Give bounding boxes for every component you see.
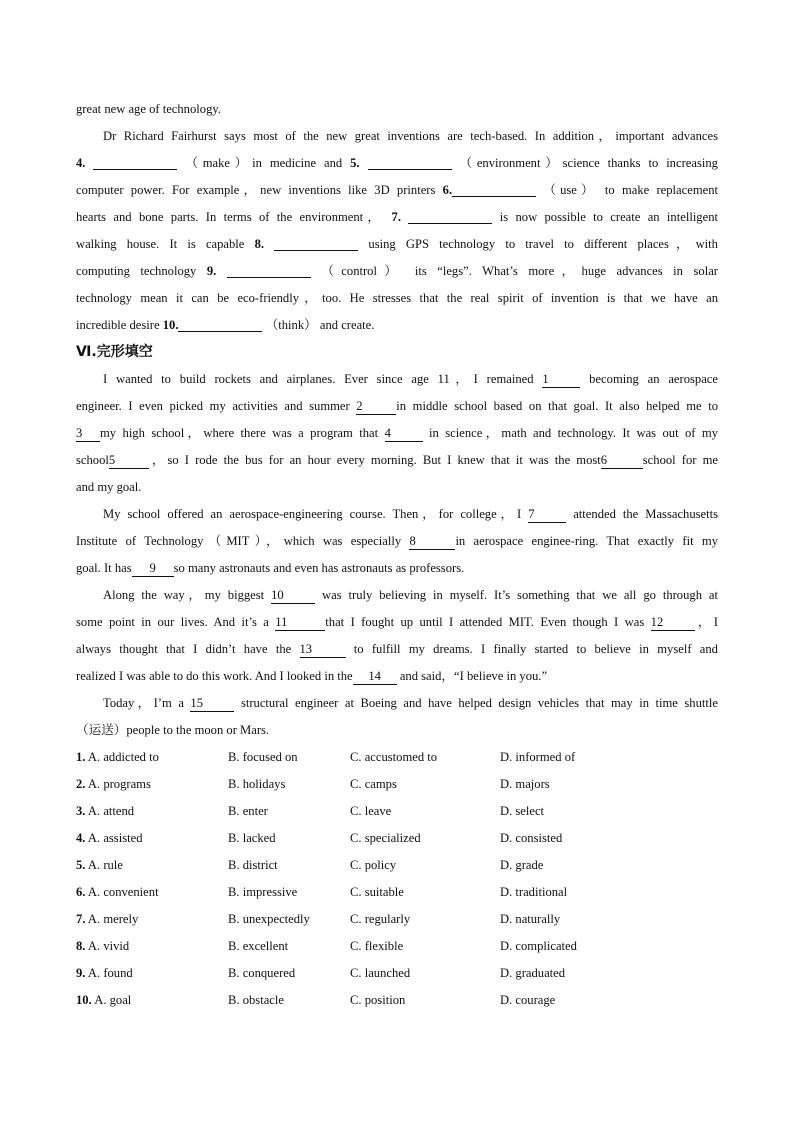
cloze-blank-15[interactable]: 15 — [190, 696, 234, 712]
passage-line: Today，I’m a 15 structural engineer at Boeing and have helped design vehicles that may in time shuttle — [103, 696, 718, 710]
option-d[interactable]: D. naturally — [500, 912, 561, 926]
answer-blank-6[interactable] — [452, 181, 536, 197]
passage-line: goal. It has 9 so many astronauts and even has astronauts as professors. — [76, 561, 465, 575]
option-a[interactable]: A. addicted to — [87, 750, 159, 764]
passage-line: hearts and bone parts. In terms of the environment， 7. is now possible to create an intelligent — [76, 210, 718, 224]
cloze-blank-10[interactable]: 10 — [271, 588, 315, 604]
option-b[interactable]: B. impressive — [228, 885, 298, 899]
document-page — [76, 96, 718, 1014]
option-row: 9. A. found B. conquered C. launched D. graduated — [76, 960, 718, 987]
option-c[interactable]: C. accustomed to — [350, 750, 438, 764]
option-row: 2. A. programs B. holidays C. camps D. majors — [76, 771, 718, 798]
option-d[interactable]: D. grade — [500, 858, 544, 872]
cloze-blank-9[interactable]: 9 — [132, 561, 174, 577]
option-c[interactable]: C. position — [350, 993, 406, 1007]
option-row: 1. A. addicted to B. focused on C. accustomed to D. informed of — [76, 744, 718, 771]
option-a[interactable]: A. goal — [94, 993, 132, 1007]
passage-line: 3 my high school，where there was a program that 4 in science，math and technology. It was out of my — [76, 426, 719, 440]
option-row: 5. A. rule B. district C. policy D. grade — [76, 852, 718, 879]
answer-blank-4[interactable] — [93, 154, 177, 170]
question-number: 6. — [442, 183, 453, 197]
cloze-blank-2[interactable]: 2 — [356, 399, 396, 415]
cloze-blank-5[interactable]: 5 — [109, 453, 149, 469]
cloze-blank-8[interactable]: 8 — [409, 534, 455, 550]
passage-line: Dr Richard Fairhurst says most of the new great inventions are tech-based. In addition，important advances — [103, 129, 718, 143]
option-row: 4. A. assisted B. lacked C. specialized D. consisted — [76, 825, 718, 852]
option-b[interactable]: B. conquered — [228, 966, 296, 980]
passage-line: 4. （make）in medicine and 5. （environment）science thanks to increasing — [76, 156, 718, 170]
option-d[interactable]: D. graduated — [500, 966, 566, 980]
cloze-blank-7[interactable]: 7 — [528, 507, 566, 523]
option-b[interactable]: B. obstacle — [228, 993, 284, 1007]
question-number: 7. — [391, 210, 401, 224]
option-c[interactable]: C. camps — [350, 777, 397, 791]
option-b[interactable]: B. holidays — [228, 777, 286, 791]
option-row: 7. A. merely B. unexpectedly C. regularly D. naturally — [76, 906, 718, 933]
cloze-blank-6[interactable]: 6 — [601, 453, 643, 469]
option-d[interactable]: D. complicated — [500, 939, 577, 953]
passage-line: Along the way，my biggest 10 was truly believing in myself. It’s something that we all go through at — [103, 588, 718, 602]
passage-line: technology mean it can be eco-friendly，too. He stresses that the real spirit of invention is that we have an — [76, 291, 718, 305]
option-a[interactable]: A. convenient — [87, 885, 159, 899]
option-d[interactable]: D. majors — [500, 777, 550, 791]
passage-line: school5 ，so I rode the bus for an hour every morning. But I knew that it was the most6 school for me — [76, 453, 718, 467]
option-a[interactable]: A. merely — [87, 912, 139, 926]
option-row: 6. A. convenient B. impressive C. suitable D. traditional — [76, 879, 718, 906]
option-a[interactable]: A. vivid — [87, 939, 130, 953]
option-b[interactable]: B. focused on — [228, 750, 298, 764]
cloze-blank-11[interactable]: 11 — [275, 615, 325, 631]
cloze-passage — [76, 366, 718, 744]
passage-line: walking house. It is capable 8. using GPS technology to travel to different places，with — [76, 237, 718, 251]
option-b[interactable]: B. unexpectedly — [228, 912, 310, 926]
option-a[interactable]: A. programs — [87, 777, 151, 791]
answer-blank-9[interactable] — [227, 262, 311, 278]
question-number: 4. — [76, 156, 86, 170]
option-b[interactable]: B. district — [228, 858, 278, 872]
question-number: 5. — [350, 156, 360, 170]
option-c[interactable]: C. specialized — [350, 831, 421, 845]
option-a[interactable]: A. rule — [87, 858, 123, 872]
option-b[interactable]: B. enter — [228, 804, 268, 818]
answer-blank-5[interactable] — [368, 154, 452, 170]
cloze-blank-1[interactable]: 1 — [542, 372, 580, 388]
question-number: 10. — [162, 318, 179, 332]
option-c[interactable]: C. suitable — [350, 885, 404, 899]
option-b[interactable]: B. lacked — [228, 831, 276, 845]
option-b[interactable]: B. excellent — [228, 939, 289, 953]
cloze-blank-13[interactable]: 13 — [300, 642, 346, 658]
option-c[interactable]: C. regularly — [350, 912, 411, 926]
section-title: Ⅵ.完形填空 — [76, 344, 153, 360]
option-a[interactable]: A. attend — [87, 804, 135, 818]
question-number: 9. — [206, 264, 217, 278]
option-c[interactable]: C. leave — [350, 804, 392, 818]
answer-blank-7[interactable] — [408, 208, 492, 224]
question-number: 8. — [254, 237, 265, 251]
cloze-blank-3[interactable]: 3 — [76, 426, 100, 442]
passage-line: great new age of technology. — [76, 102, 221, 116]
passage-line: realized I was able to do this work. And I looked in the 14 and said，“I believe in you.” — [76, 669, 548, 683]
options-list — [76, 744, 718, 1014]
option-row: 3. A. attend B. enter C. leave D. select — [76, 798, 718, 825]
option-row: 10. A. goal B. obstacle C. position D. courage — [76, 987, 718, 1014]
answer-blank-10[interactable] — [178, 316, 262, 332]
option-d[interactable]: D. informed of — [500, 750, 576, 764]
option-d[interactable]: D. courage — [500, 993, 556, 1007]
option-c[interactable]: C. flexible — [350, 939, 404, 953]
answer-blank-8[interactable] — [274, 235, 358, 251]
option-d[interactable]: D. traditional — [500, 885, 568, 899]
cloze-blank-12[interactable]: 12 — [651, 615, 695, 631]
passage-line: Institute of Technology（MIT），which was especially 8 in aerospace enginee-ring. That exactly fit my — [76, 534, 718, 548]
passage-line: （运送）people to the moon or Mars. — [76, 723, 270, 737]
option-row: 8. A. vivid B. excellent C. flexible D. complicated — [76, 933, 718, 960]
option-d[interactable]: D. select — [500, 804, 545, 818]
passage-line: and my goal. — [76, 480, 142, 494]
grammar-passage — [76, 96, 718, 339]
option-c[interactable]: C. policy — [350, 858, 397, 872]
option-a[interactable]: A. assisted — [87, 831, 143, 845]
option-a[interactable]: A. found — [87, 966, 133, 980]
cloze-blank-4[interactable]: 4 — [385, 426, 423, 442]
option-c[interactable]: C. launched — [350, 966, 411, 980]
passage-line: engineer. I even picked my activities and summer 2 in middle school based on that goal. It also helped me to — [76, 399, 718, 413]
passage-line: computer power. For example，new inventions like 3D printers 6. （use） to make replacement — [76, 183, 719, 197]
option-d[interactable]: D. consisted — [500, 831, 563, 845]
passage-line: always thought that I didn’t have the 13 to fulfill my dreams. I finally started to believe in myself and — [76, 642, 718, 656]
passage-line: I wanted to build rockets and airplanes. Ever since age 11，I remained 1 becoming an aerospace — [103, 372, 718, 386]
cloze-blank-14[interactable]: 14 — [353, 669, 397, 685]
passage-line: some point in our lives. And it’s a 11 that I fought up until I attended MIT. Even though I was 12 ，I — [76, 615, 718, 629]
passage-line: My school offered an aerospace-engineering course. Then，for college，I 7 attended the Massachusetts — [103, 507, 719, 521]
passage-line: computing technology 9. （control） its “legs”. What’s more，huge advances in solar — [76, 264, 718, 278]
passage-line: incredible desire 10. （think） and create. — [76, 318, 375, 332]
